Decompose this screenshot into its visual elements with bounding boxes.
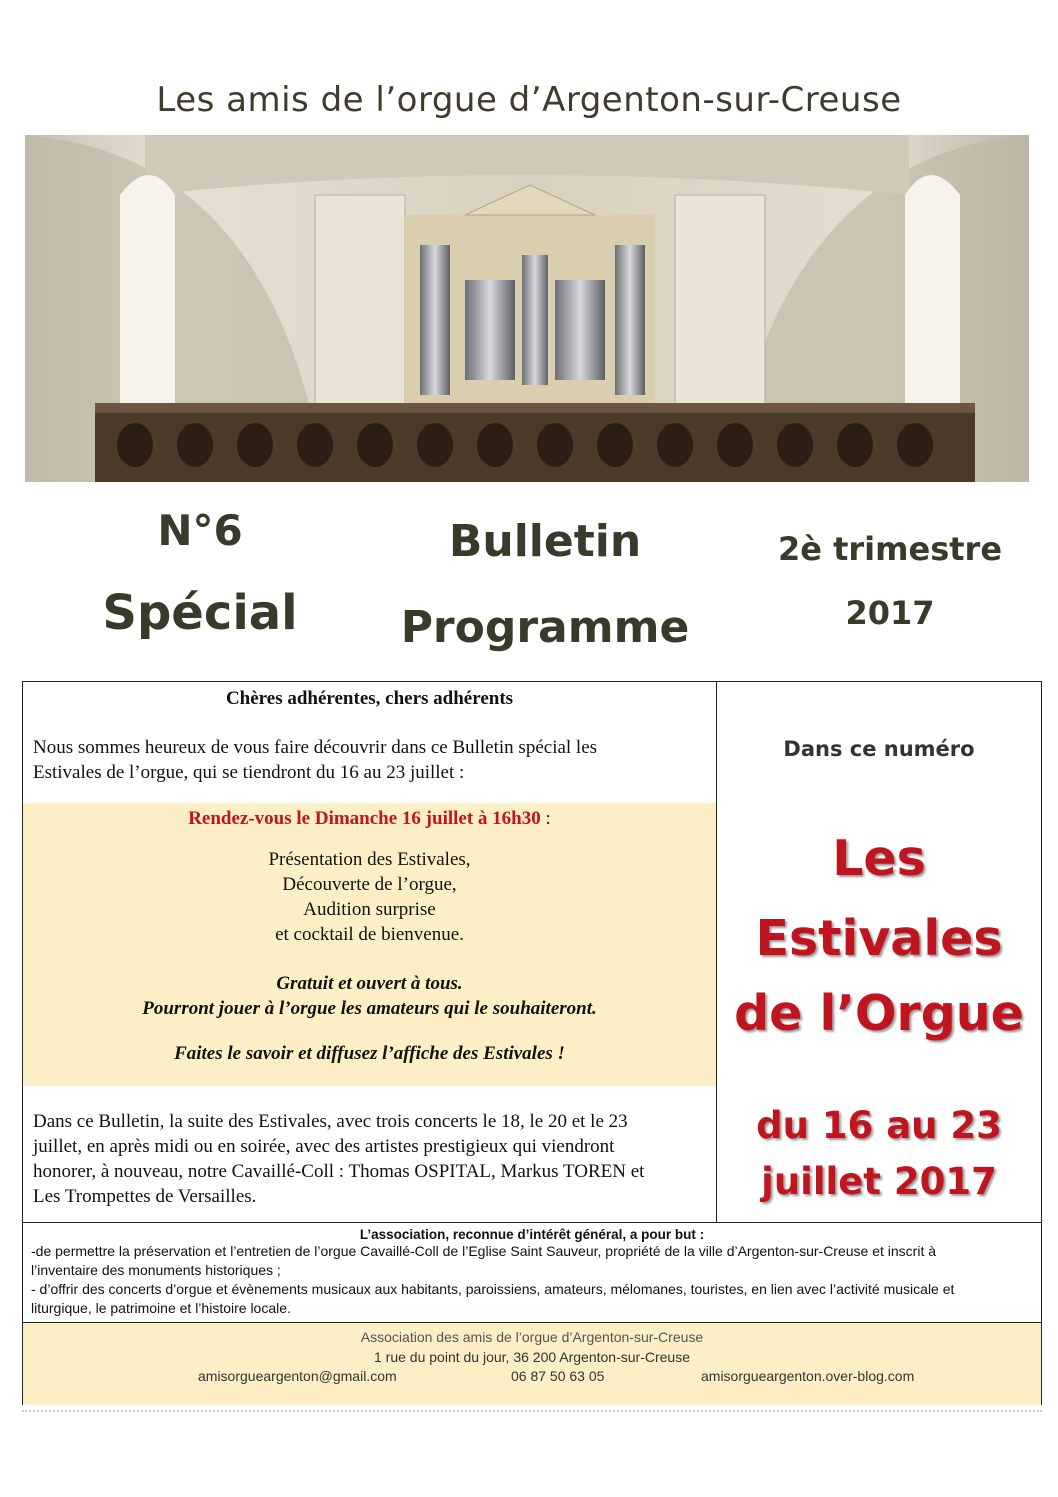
page-title: Les amis de l’orgue d’Argenton-sur-Creuse — [156, 80, 902, 120]
event-item: Audition surprise — [303, 899, 436, 920]
intro-line: Nous sommes heureux de vous faire découvrir dans ce Bulletin spécial les — [33, 737, 598, 758]
feature-title-line: de l’Orgue — [734, 985, 1024, 1042]
association-title: L’association, reconnue d’intérêt général, a pour but : — [359, 1227, 705, 1242]
programme-label: Programme — [400, 602, 690, 653]
rendezvous-date: Rendez-vous le Dimanche 16 juillet à 16h30 — [188, 808, 541, 829]
outro-line: juillet, en après midi ou en soirée, avec des artistes prestigieux qui viendront — [33, 1136, 615, 1157]
content-box — [22, 681, 1042, 1405]
rendezvous-colon: : — [540, 808, 551, 829]
purpose-item: liturgique, le patrimoine et l’histoire locale. — [31, 1300, 291, 1316]
bulletin-label: Bulletin — [448, 516, 642, 567]
association-purpose — [23, 1222, 1041, 1323]
intro-line: Estivales de l’orgue, qui se tiendront du 16 au 23 juillet : — [33, 762, 465, 783]
purpose-item: l’inventaire des monuments historiques ; — [31, 1262, 281, 1278]
issue-sidebar — [717, 682, 1041, 1222]
event-highlight — [23, 803, 716, 1086]
purpose-item: - d’offrir des concerts d’orgue et évènements musicaux aux habitants, paroissiens, amateurs, mélomanes, touristes, en lien avec l’activité musicale et — [31, 1281, 955, 1297]
outro-text — [33, 1109, 698, 1209]
trimester-label: 2è trimestre — [777, 530, 1003, 568]
rendezvous-line — [23, 808, 716, 830]
organ-photo — [25, 135, 1029, 482]
feature-dates: juillet 2017 — [761, 1160, 997, 1203]
free-entry — [23, 971, 716, 1021]
feature-title-line: Estivales — [755, 910, 1003, 967]
outro-line: honorer, à nouveau, notre Cavaillé-Coll : Thomas OSPITAL, Markus TOREN et — [33, 1161, 645, 1182]
year-label: 2017 — [845, 594, 935, 632]
outro-line: Dans ce Bulletin, la suite des Estivales, avec trois concerts le 18, le 20 et le 23 — [33, 1111, 628, 1132]
event-item: Découverte de l’orgue, — [282, 874, 457, 895]
free-line: Pourront jouer à l’orgue les amateurs qui le souhaiteront. — [142, 998, 597, 1019]
free-line: Gratuit et ouvert à tous. — [276, 973, 463, 994]
intro-text — [33, 735, 703, 785]
association-name: Association des amis de l’orgue d’Argenton-sur-Creuse — [360, 1329, 704, 1345]
event-item: Présentation des Estivales, — [268, 849, 471, 870]
purpose-item: -de permettre la préservation et l’entretien de l’orgue Cavaillé-Coll de l’Eglise Saint Sauveur, propriété de la ville d’Argenton-sur-Creuse et inscrit à — [31, 1243, 937, 1259]
letter-column — [23, 682, 717, 1222]
outro-line: Les Trompettes de Versailles. — [33, 1186, 257, 1207]
contact-footer — [23, 1322, 1041, 1405]
event-items — [23, 847, 716, 947]
greeting: Chères adhérentes, chers adhérents — [225, 688, 514, 709]
email-link[interactable]: amisorgueargenton@gmail.com — [198, 1368, 397, 1384]
association-address: 1 rue du point du jour, 36 200 Argenton-sur-Creuse — [374, 1349, 690, 1365]
share-message: Faites le savoir et diffusez l’affiche des Estivales ! — [174, 1043, 565, 1064]
feature-title-line: Les — [832, 830, 926, 887]
bottom-divider — [22, 1410, 1042, 1412]
phone-number: 06 87 50 63 05 — [511, 1368, 605, 1384]
feature-dates: du 16 au 23 — [756, 1104, 1002, 1147]
in-this-issue: Dans ce numéro — [783, 737, 975, 761]
issue-number: N°6 — [157, 506, 243, 555]
event-item: et cocktail de bienvenue. — [275, 924, 464, 945]
website-link[interactable]: amisorgueargenton.over-blog.com — [701, 1368, 915, 1384]
issue-special: Spécial — [102, 585, 298, 641]
